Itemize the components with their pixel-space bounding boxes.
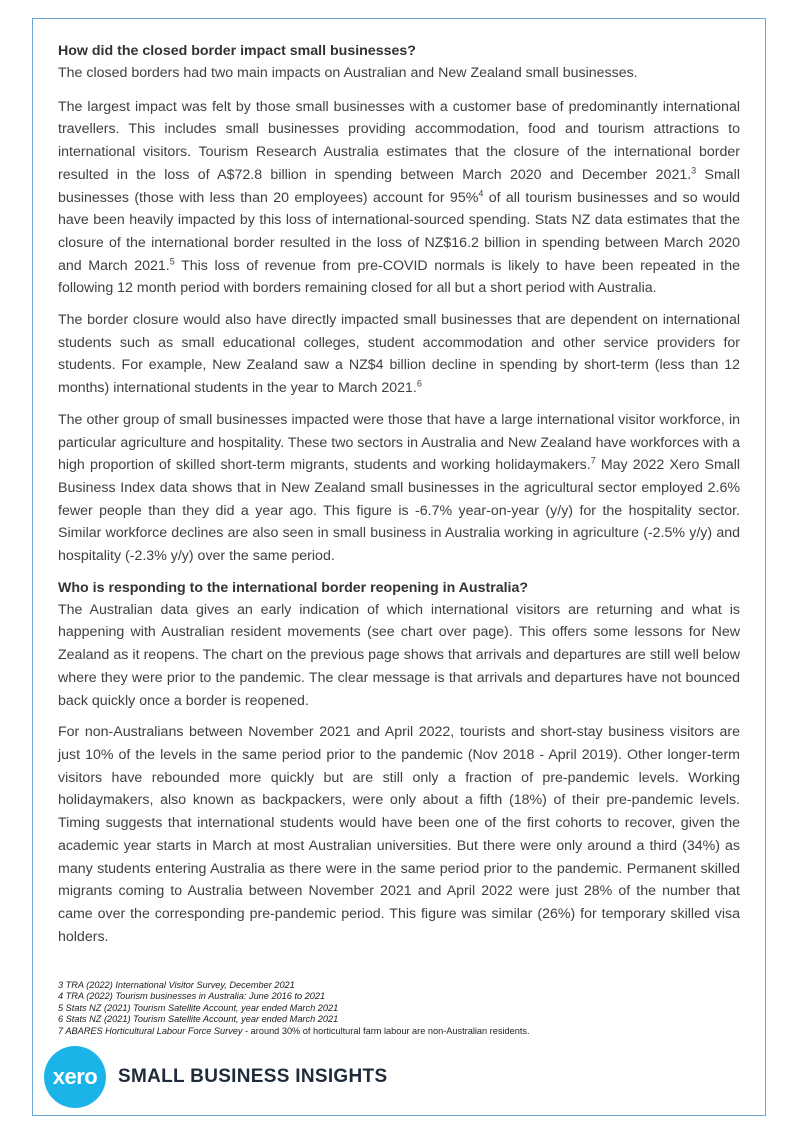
footnote-ref-5[interactable]: 5 (169, 255, 175, 266)
paragraph-reopening-intro: The Australian data gives an early indication of which international visitors are returning and what is happening with Australian resident movements (see chart over page). This offers some lessons for New Zealand as it reopens. The chart on the previous page shows that arrivals and departures are still well below where they were prior to the pandemic. The clear message is that arrivals and departures have not bounced back quickly once a border is reopened. (58, 601, 740, 709)
paragraph-intro: The closed borders had two main impacts on Australian and New Zealand small businesses. (58, 65, 638, 81)
footnote-ref-3[interactable]: 3 (691, 165, 697, 176)
paragraph-students-impact: The border closure would also have directly impacted small businesses that are dependent on international students such as small educational colleges, student accommodation and other service providers for students. For example, New Zealand saw a NZ$4 billion decline in spending by short-term (less than 12 months) international students in the year to March 2021.$^6$ (58, 312, 740, 397)
footnote-7: 7 ABARES Horticultural Labour Force Survey - around 30% of horticultural farm labour are non-Australian residents. (58, 1025, 530, 1036)
brand-tagline: SMALL BUSINESS INSIGHTS (118, 1066, 388, 1087)
footnote-5: 5 Stats NZ (2021) Tourism Satellite Account, year ended March 2021 (58, 1002, 339, 1013)
paragraph-workforce-impact: The other group of small businesses impacted were those that have a large international visitor workforce, in particular agriculture and hospitality. These two sectors in Australia and New Zealand have workforces with a high proportion of skilled short-term migrants, students and working holidaymakers.$^7$ May 2022 Xero Small Business Index data shows that in New Zealand small businesses in the agricultural sector employed 2.6% fewer people than they did a year ago. This figure is -6.7% year-on-year (y/y) for the hospitality sector. Similar workforce declines are also seen in small business in Australia working in agriculture (-2.5% y/y) and hospitality (-2.3% y/y) over the same period. (58, 411, 741, 565)
footnotes (58, 980, 758, 1037)
document-body (58, 40, 740, 957)
footnote-ref-4[interactable]: 4 (478, 187, 484, 198)
section-heading-border-impact: How did the closed border impact small businesses? (58, 43, 416, 59)
xero-logo: xero (44, 1046, 106, 1108)
paragraph-visitor-levels: For non-Australians between November 2021 and April 2022, tourists and short-stay business visitors are just 10% of the levels in the same period prior to the pandemic (Nov 2018 - April 2019). Other longer-term visitors have rebounded more quickly but are still only a fraction of pre-pandemic levels. Working holidaymakers, also known as backpackers, were only about a fifth (18%) of their pre-pandemic levels. Timing suggests that international students would have been one of the first cohorts to recover, given the academic year starts in March at most Australian universities. But there were only around a third (34%) as many students entering Australia as there were in the same period prior to the pandemic. Permanent skilled migrants coming to Australia between November 2021 and April 2022 were just 28% of the number that came over the corresponding pre-pandemic period. This figure was similar (26%) for temporary skilled visa holders. (58, 724, 740, 945)
footnote-ref-7[interactable]: 7 (590, 455, 596, 466)
paragraph-tourism-impact: The largest impact was felt by those small businesses with a customer base of predominantly international travellers. This includes small businesses providing accommodation, food and tourism attractions to international visitors. Tourism Research Australia estimates that the closure of the international border resulted in the loss of A$72.8 billion in spending between March 2020 and December 2021.$^3$ Small businesses (those with less than 20 employees) account for 95%$^4$ of all tourism businesses and so would have been heavily impacted by this loss of international-sourced spending. Stats NZ data estimates that the closure of the international border resulted in the loss of NZ$16.2 billion in spending between March 2020 and March 2021.$^5$ This loss of revenue from pre-COVID normals is likely to have been repeated in the following 12 month period with borders remaining closed for all but a short period with Australia. (58, 98, 741, 297)
brand-footer (44, 1047, 387, 1107)
footnote-ref-6[interactable]: 6 (416, 378, 422, 389)
section-heading-reopening: Who is responding to the international border reopening in Australia? (58, 579, 529, 596)
footnote-6: 6 Stats NZ (2021) Tourism Satellite Account, year ended March 2021 (58, 1014, 339, 1025)
footnote-4: 4 TRA (2022) Tourism businesses in Australia: June 2016 to 2021 (58, 991, 326, 1002)
footnote-3: 3 TRA (2022) International Visitor Survey, December 2021 (58, 980, 295, 990)
